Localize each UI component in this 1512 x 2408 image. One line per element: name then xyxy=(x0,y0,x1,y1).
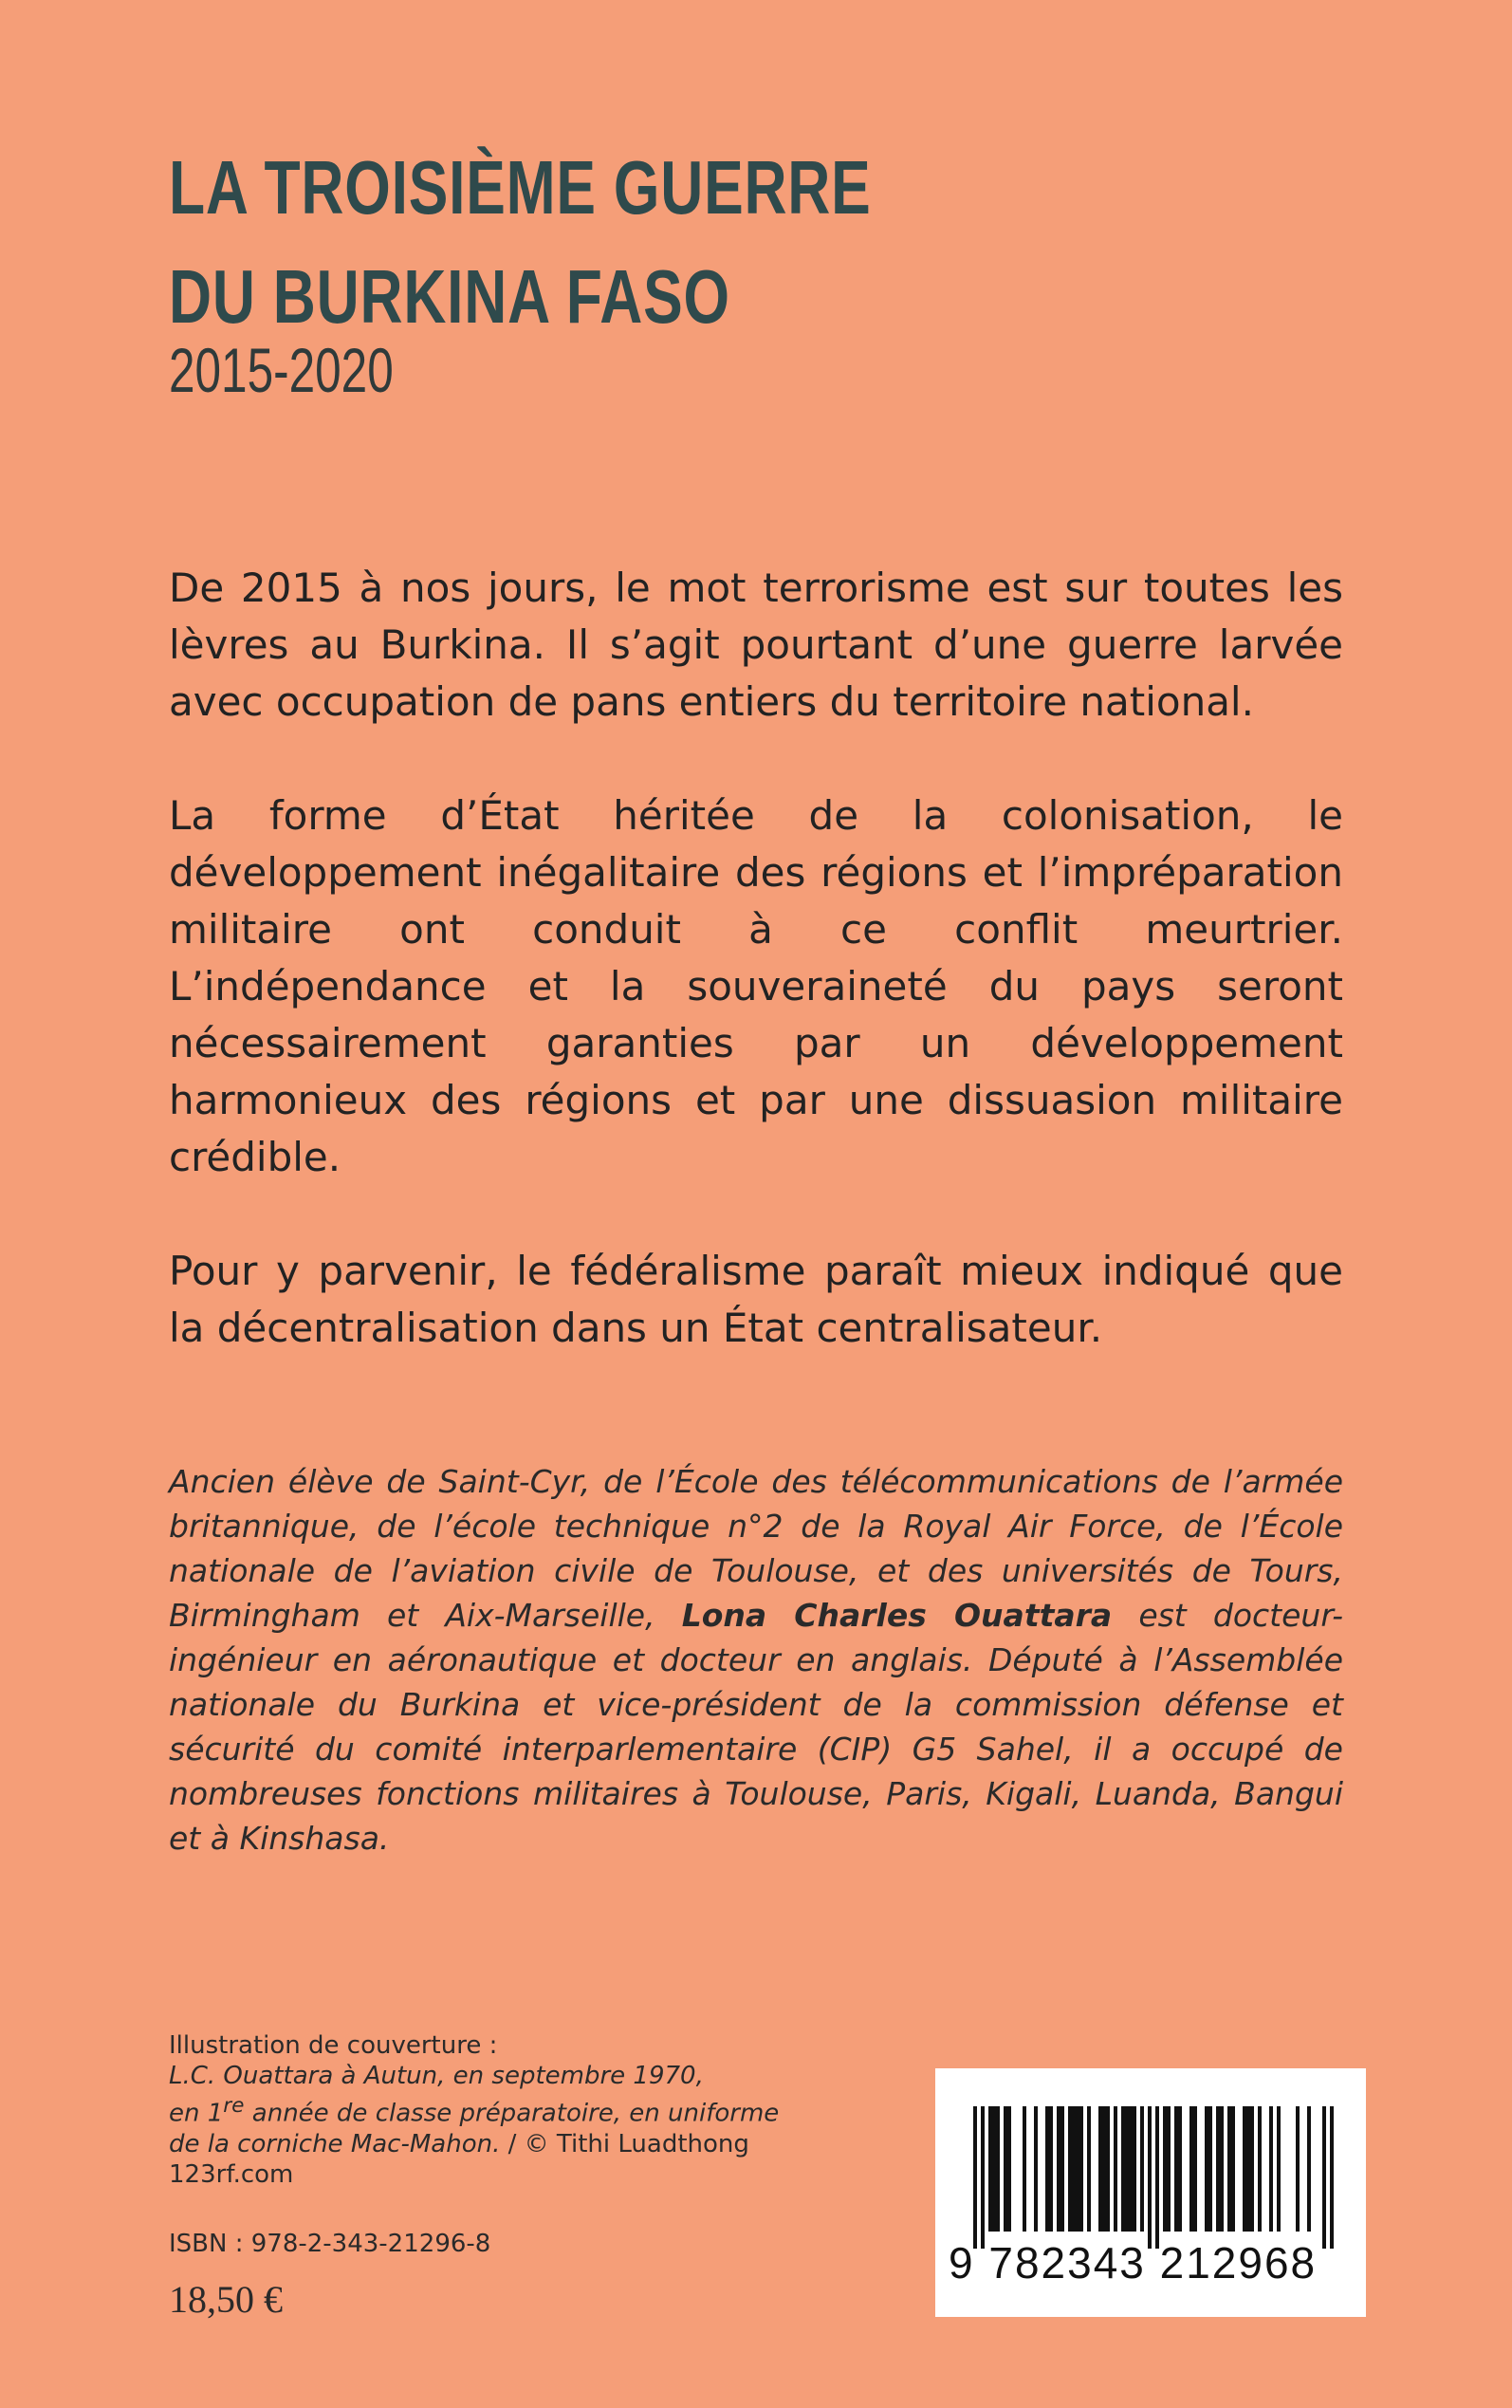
barcode-bar xyxy=(1087,2106,1091,2232)
barcode-bar xyxy=(1231,2106,1235,2232)
barcode-bar xyxy=(1079,2106,1083,2232)
barcode-bar xyxy=(1072,2106,1076,2232)
barcode-bar xyxy=(1205,2106,1208,2232)
author-bio xyxy=(169,1459,1343,1861)
barcode-bar xyxy=(1163,2106,1167,2232)
barcode-bar xyxy=(992,2106,996,2232)
barcode-bar xyxy=(1250,2106,1254,2232)
barcode-bar xyxy=(1004,2106,1007,2232)
price: 18,50 € xyxy=(169,2278,283,2321)
barcode-bar xyxy=(973,2106,977,2249)
barcode-bar xyxy=(1174,2106,1178,2232)
barcode-bar xyxy=(1216,2106,1220,2232)
barcode-bar xyxy=(1060,2106,1064,2232)
summary-paragraph-2: La forme d’État héritée de la colonisation, le développement inégalitaire des régions et l’impréparation militaire ont conduit à ce conflit meurtrier. L’indépendance et la souveraineté du pays seront nécessairement garanties par un développement harmonieux des régions et par une dissuasion militaire crédible. xyxy=(169,792,1343,1180)
barcode-bar xyxy=(996,2106,1000,2232)
barcode-bar xyxy=(1102,2106,1106,2232)
isbn: ISBN : 978-2-343-21296-8 xyxy=(169,2230,491,2258)
summary-paragraph-3: Pour y parvenir, le fédéralisme paraît mieux indiqué que la décentralisation dans un État centralisateur. xyxy=(169,1248,1343,1351)
barcode-bar xyxy=(1121,2106,1125,2232)
barcode-bar xyxy=(1023,2106,1026,2232)
barcode-bar xyxy=(1167,2106,1171,2232)
barcode-bar xyxy=(1148,2106,1152,2249)
barcode-bar xyxy=(1227,2106,1231,2232)
barcode-bar xyxy=(1034,2106,1038,2232)
barcode-bar xyxy=(1277,2106,1281,2232)
barcode-bar xyxy=(1133,2106,1136,2232)
credits-line-2 xyxy=(169,2091,779,2129)
barcode-bar xyxy=(1322,2106,1326,2249)
title-line-2: DU BURKINA FASO xyxy=(169,254,730,339)
barcode-bar xyxy=(1155,2106,1159,2249)
barcode-bar xyxy=(1129,2106,1133,2232)
barcode-bar xyxy=(1246,2106,1250,2232)
barcode-digits: 9 782343 212968 xyxy=(949,2238,1318,2288)
book-title xyxy=(169,133,872,351)
barcode-bar xyxy=(1208,2106,1212,2232)
credits-line-1: L.C. Ouattara à Autun, en septembre 1970, xyxy=(169,2062,704,2090)
credits-line-3-caption: de la corniche Mac-Mahon. xyxy=(169,2129,501,2158)
barcode-bar xyxy=(1114,2106,1117,2232)
barcode-bar xyxy=(1258,2106,1262,2232)
barcode-bar xyxy=(1269,2106,1273,2232)
barcode-bar xyxy=(1140,2106,1144,2232)
barcode-bar xyxy=(1049,2106,1053,2232)
credits-line-3 xyxy=(169,2129,779,2159)
credits-line-3-copyright: / © Tithi Luadthong xyxy=(500,2129,749,2158)
barcode-bar xyxy=(1243,2106,1246,2232)
barcode xyxy=(935,2068,1366,2317)
barcode-bar xyxy=(1178,2106,1182,2232)
barcode-bar xyxy=(1296,2106,1300,2232)
author-name: Lona Charles Ouattara xyxy=(681,1597,1113,1634)
bio-text-end: est docteur-ingénieur en aéronautique et docteur en anglais. Député à l’Assemblée nationale du Burkina et vice-président de la commission défense et sécurité du comité interparlementaire (CIP) G5 Sahel, il a occupé de nombreuses fonctions militaires à Toulouse, Paris, Kigali, Luanda, Bangui et à Kinshasa. xyxy=(169,1597,1343,1857)
credits-line-4: 123rf.com xyxy=(169,2159,294,2189)
credits-superscript: re xyxy=(223,2094,245,2118)
barcode-bar xyxy=(1330,2106,1334,2249)
barcode-bar xyxy=(1193,2106,1197,2232)
title-line-1: LA TROISIÈME GUERRE xyxy=(169,145,872,230)
barcode-bar xyxy=(1106,2106,1110,2232)
barcode-bar xyxy=(1098,2106,1102,2232)
barcode-bar xyxy=(1125,2106,1129,2232)
cover-credits xyxy=(169,2030,779,2190)
barcode-bar xyxy=(1189,2106,1193,2232)
summary xyxy=(169,560,1343,1414)
barcode-bar xyxy=(1045,2106,1049,2232)
barcode-bar xyxy=(1068,2106,1072,2232)
barcode-bar xyxy=(1307,2106,1311,2232)
barcode-bar xyxy=(981,2106,985,2249)
barcode-bar xyxy=(988,2106,992,2232)
barcode-bar xyxy=(1076,2106,1079,2232)
barcode-bar xyxy=(1220,2106,1224,2232)
bio-text-start: Ancien élève de Saint-Cyr, de l’École des télécommunications de l’armée britannique, de l’école technique n°2 de la Royal Air Force, de l’École nationale de l’aviation civile de Toulouse, et des universités de Tours, Birmingham et Aix-Marseille, xyxy=(169,1463,1343,1634)
credits-heading: Illustration de couverture : xyxy=(169,2031,498,2060)
credits-line-2-start: en 1 xyxy=(169,2099,224,2128)
barcode-bar xyxy=(1057,2106,1060,2232)
summary-paragraph-1: De 2015 à nos jours, le mot terrorisme est sur toutes les lèvres au Burkina. Il s’agit pourtant d’une guerre larvée avec occupation de pans entiers du territoire national. xyxy=(169,565,1343,725)
title-years: 2015-2020 xyxy=(169,335,394,405)
credits-line-2-end: année de classe préparatoire, en uniforme xyxy=(244,2099,780,2128)
barcode-bar xyxy=(1007,2106,1011,2232)
